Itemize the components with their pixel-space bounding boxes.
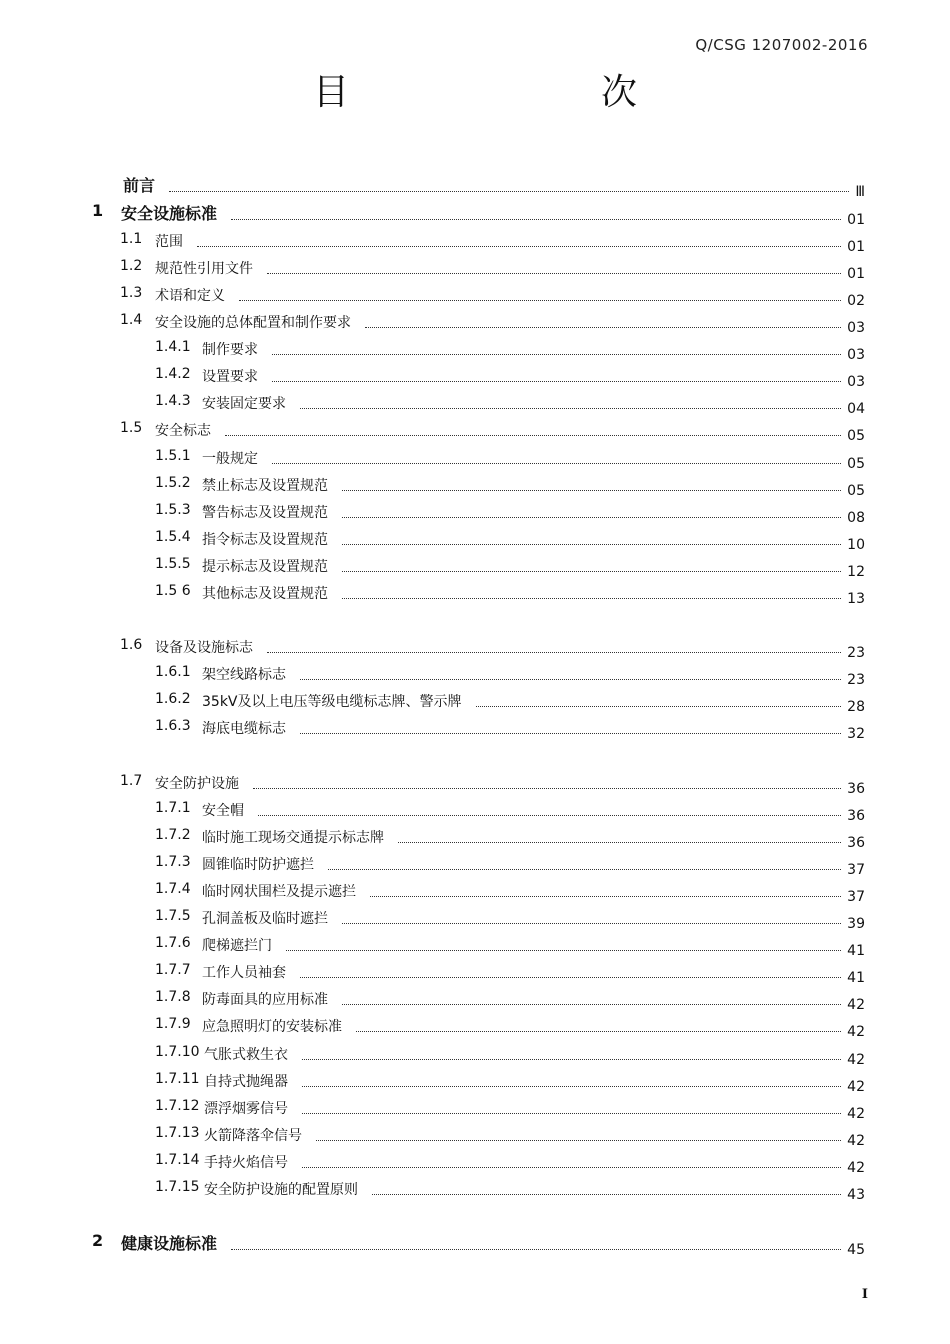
toc-entry-label xyxy=(155,1071,288,1091)
toc-entry[interactable] xyxy=(0,420,950,444)
toc-leader-dots xyxy=(316,1140,841,1141)
toc-entry-title: 火箭降落伞信号 xyxy=(204,1128,302,1144)
toc-entry-number: 1.7.2 xyxy=(155,827,191,843)
toc-entry-number: 1.7.15 xyxy=(155,1179,200,1195)
toc-entry-label xyxy=(155,800,244,820)
toc-entry-number: 1.7.14 xyxy=(155,1152,200,1168)
toc-entry-page: 04 xyxy=(847,401,865,417)
toc-entry-title: 范围 xyxy=(155,234,183,250)
toc-leader-dots xyxy=(302,1086,841,1087)
toc-entry-label xyxy=(155,718,286,738)
toc-leader-dots xyxy=(225,435,841,436)
toc-leader-dots xyxy=(342,923,841,924)
toc-entry-number: 1.4.2 xyxy=(155,366,191,382)
toc-entry-label xyxy=(155,339,258,359)
toc-entry-title: 爬梯遮拦门 xyxy=(202,938,272,954)
toc-entry-page: 05 xyxy=(847,483,865,499)
toc-entry-label xyxy=(155,502,328,522)
toc-entry-label xyxy=(155,664,286,684)
toc-entry-number: 1.6.3 xyxy=(155,718,191,734)
toc-entry-title: 临时施工现场交通提示标志牌 xyxy=(202,830,384,846)
toc-leader-dots xyxy=(370,896,841,897)
toc-leader-dots xyxy=(267,652,841,653)
toc-entry[interactable] xyxy=(0,773,950,797)
toc-entry-page: 01 xyxy=(847,212,865,228)
toc-entry-label xyxy=(155,908,328,928)
toc-entry-number: 1.5.3 xyxy=(155,502,191,518)
toc-entry-number: 1.7.8 xyxy=(155,989,191,1005)
toc-entry-label xyxy=(155,854,314,874)
toc-leader-dots xyxy=(231,1249,841,1250)
toc-entry-label xyxy=(155,935,272,955)
toc-entry-page: 13 xyxy=(847,591,865,607)
toc-entry-number: 1 xyxy=(92,201,104,220)
toc-entry-label xyxy=(155,393,286,413)
toc-entry-label xyxy=(155,1044,288,1064)
toc-entry-title: 其他标志及设置规范 xyxy=(202,586,328,602)
toc-leader-dots xyxy=(253,788,841,789)
toc-entry-title: 安全防护设施 xyxy=(155,776,239,792)
toc-entry-page: 32 xyxy=(847,726,865,742)
toc-entry-number: 2 xyxy=(92,1231,104,1250)
toc-entry[interactable] xyxy=(0,664,950,688)
toc-entry-number: 1.5.1 xyxy=(155,448,191,464)
toc-entry[interactable] xyxy=(0,1125,950,1149)
toc-leader-dots xyxy=(342,598,841,599)
toc-entry-page: 42 xyxy=(847,997,865,1013)
toc-entry-page: 05 xyxy=(847,428,865,444)
toc-leader-dots xyxy=(328,869,841,870)
toc-entry-label xyxy=(155,1179,358,1199)
standard-code: Q/CSG 1207002-2016 xyxy=(695,36,868,54)
toc-entry-page: 36 xyxy=(847,781,865,797)
toc-entry[interactable] xyxy=(0,339,950,363)
toc-entry[interactable] xyxy=(0,989,950,1013)
toc-entry[interactable] xyxy=(0,1231,950,1258)
toc-entry[interactable] xyxy=(0,312,950,336)
toc-entry-label xyxy=(155,529,328,549)
toc-entry[interactable] xyxy=(0,718,950,742)
toc-entry-page: 36 xyxy=(847,835,865,851)
toc-entry-label xyxy=(155,448,258,468)
toc-leader-dots xyxy=(342,517,841,518)
toc-leader-dots xyxy=(300,408,841,409)
toc-leader-dots xyxy=(239,300,841,301)
toc-entry-page: Ⅲ xyxy=(855,184,865,200)
toc-leader-dots xyxy=(342,544,841,545)
toc-entry-number: 1.7.12 xyxy=(155,1098,200,1114)
toc-entry[interactable] xyxy=(0,1016,950,1040)
toc-entry-label xyxy=(123,173,155,196)
toc-entry-label xyxy=(155,989,328,1009)
toc-entry-title: 应急照明灯的安装标准 xyxy=(202,1019,342,1035)
toc-entry-number: 1.5.5 xyxy=(155,556,191,572)
toc-leader-dots xyxy=(302,1113,841,1114)
toc-entry-title: 工作人员袖套 xyxy=(202,965,286,981)
toc-entry-number: 1.4.1 xyxy=(155,339,191,355)
toc-entry-number: 1.3 xyxy=(120,285,143,301)
toc-entry-label xyxy=(120,420,211,440)
toc-entry-number: 1.4 xyxy=(120,312,143,328)
toc-entry[interactable] xyxy=(0,393,950,417)
toc-entry-label xyxy=(155,366,258,386)
toc-entry[interactable] xyxy=(0,176,950,200)
toc-entry-title: 海底电缆标志 xyxy=(202,721,286,737)
toc-entry-label xyxy=(155,962,286,982)
toc-leader-dots xyxy=(169,191,849,192)
toc-entry-title: 安全帽 xyxy=(202,803,244,819)
toc-entry-number: 1.7.10 xyxy=(155,1044,200,1060)
toc-leader-dots xyxy=(272,381,841,382)
toc-entry-number: 1.7.9 xyxy=(155,1016,191,1032)
toc-leader-dots xyxy=(302,1167,841,1168)
toc-entry-title: 气胀式救生衣 xyxy=(204,1047,288,1063)
toc-entry-page: 42 xyxy=(847,1160,865,1176)
toc-entry-number: 1.6.1 xyxy=(155,664,191,680)
toc-entry-label xyxy=(155,1152,288,1172)
toc-leader-dots xyxy=(356,1031,841,1032)
toc-entry-page: 01 xyxy=(847,239,865,255)
toc-entry-page: 42 xyxy=(847,1079,865,1095)
toc-entry-title: 架空线路标志 xyxy=(202,667,286,683)
toc-entry[interactable] xyxy=(0,691,950,715)
toc-leader-dots xyxy=(372,1194,841,1195)
toc-entry-title: 提示标志及设置规范 xyxy=(202,559,328,575)
toc-entry-title: 安全设施标准 xyxy=(121,204,218,223)
toc-entry-title: 术语和定义 xyxy=(155,288,225,304)
toc-entry[interactable] xyxy=(0,881,950,905)
toc-entry[interactable] xyxy=(0,854,950,878)
toc-entry-number: 1.2 xyxy=(120,258,143,274)
toc-entry-number: 1.7.7 xyxy=(155,962,191,978)
toc-entry-title: 防毒面具的应用标准 xyxy=(202,992,328,1008)
toc-entry[interactable] xyxy=(0,1098,950,1122)
toc-entry-page: 42 xyxy=(847,1024,865,1040)
toc-entry[interactable] xyxy=(0,908,950,932)
toc-entry-number: 1.6 xyxy=(120,637,143,653)
toc-entry[interactable] xyxy=(0,800,950,824)
toc-entry[interactable] xyxy=(0,529,950,553)
toc-entry-title: 圆锥临时防护遮拦 xyxy=(202,857,314,873)
toc-entry-page: 12 xyxy=(847,564,865,580)
toc-entry-page: 37 xyxy=(847,862,865,878)
toc-entry-label xyxy=(155,691,462,711)
toc-entry[interactable] xyxy=(0,962,950,986)
toc-entry[interactable] xyxy=(0,1071,950,1095)
toc-entry-title: 指令标志及设置规范 xyxy=(202,532,328,548)
toc-leader-dots xyxy=(302,1059,841,1060)
toc-leader-dots xyxy=(398,842,841,843)
toc-entry-title: 一般规定 xyxy=(202,451,258,467)
toc-leader-dots xyxy=(231,219,841,220)
toc-entry-number: 1.7.3 xyxy=(155,854,191,870)
toc-entry-label xyxy=(120,258,253,278)
toc-leader-dots xyxy=(258,815,841,816)
toc-entry-title: 孔洞盖板及临时遮拦 xyxy=(202,911,328,927)
toc-entry-label xyxy=(92,1231,217,1254)
toc-entry-label xyxy=(120,285,225,305)
toc-entry-page: 28 xyxy=(847,699,865,715)
toc-entry-page: 41 xyxy=(847,943,865,959)
toc-entry-page: 03 xyxy=(847,320,865,336)
page-number: I xyxy=(861,1287,868,1302)
toc-entry-page: 39 xyxy=(847,916,865,932)
toc-entry-title: 临时网状围栏及提示遮拦 xyxy=(202,884,356,900)
toc-entry[interactable] xyxy=(0,583,950,607)
toc-entry-title: 禁止标志及设置规范 xyxy=(202,478,328,494)
toc-entry[interactable] xyxy=(0,258,950,282)
toc-entry-number: 1.5 6 xyxy=(155,583,191,599)
toc-entry-label xyxy=(120,312,351,332)
toc-entry[interactable] xyxy=(0,448,950,472)
toc-entry-number: 1.7.1 xyxy=(155,800,191,816)
toc-leader-dots xyxy=(272,463,841,464)
toc-entry-title: 制作要求 xyxy=(202,342,258,358)
toc-entry-title: 安全标志 xyxy=(155,423,211,439)
toc-entry-label xyxy=(155,1016,342,1036)
toc-entry-page: 08 xyxy=(847,510,865,526)
toc-entry-page: 23 xyxy=(847,672,865,688)
toc-entry[interactable] xyxy=(0,1179,950,1203)
toc-entry-page: 37 xyxy=(847,889,865,905)
toc-entry-title: 自持式抛绳器 xyxy=(204,1074,288,1090)
toc-entry-page: 42 xyxy=(847,1133,865,1149)
toc-leader-dots xyxy=(342,1004,841,1005)
toc-entry[interactable] xyxy=(0,502,950,526)
toc-entry[interactable] xyxy=(0,935,950,959)
toc-entry-label xyxy=(155,583,328,603)
toc-entry-page: 10 xyxy=(847,537,865,553)
toc-entry-page: 41 xyxy=(847,970,865,986)
toc-leader-dots xyxy=(342,490,841,491)
toc-entry[interactable] xyxy=(0,1044,950,1068)
toc-entry[interactable] xyxy=(0,827,950,851)
toc-entry-label xyxy=(155,556,328,576)
toc-entry-label xyxy=(92,201,217,224)
toc-entry-title: 手持火焰信号 xyxy=(204,1155,288,1171)
toc-entry-number: 1.7.5 xyxy=(155,908,191,924)
toc-entry-title: 前言 xyxy=(123,176,156,195)
page-title: 目 次 xyxy=(312,72,697,113)
toc-entry-label xyxy=(155,475,328,495)
toc-entry-title: 安装固定要求 xyxy=(202,396,286,412)
toc-entry-page: 03 xyxy=(847,347,865,363)
toc-entry-title: 警告标志及设置规范 xyxy=(202,505,328,521)
toc-entry-page: 23 xyxy=(847,645,865,661)
toc-entry-page: 05 xyxy=(847,456,865,472)
toc-leader-dots xyxy=(197,246,841,247)
toc-entry-label xyxy=(155,881,356,901)
toc-entry[interactable] xyxy=(0,201,950,228)
toc-entry-title: 漂浮烟雾信号 xyxy=(204,1101,288,1117)
toc-entry-page: 03 xyxy=(847,374,865,390)
toc-entry-number: 1.1 xyxy=(120,231,143,247)
toc-leader-dots xyxy=(272,354,841,355)
toc-entry-number: 1.7.4 xyxy=(155,881,191,897)
toc-entry-number: 1.4.3 xyxy=(155,393,191,409)
toc-entry-title: 安全防护设施的配置原则 xyxy=(204,1182,358,1198)
toc-entry-number: 1.5.2 xyxy=(155,475,191,491)
toc-entry-title: 设备及设施标志 xyxy=(155,640,253,656)
toc-leader-dots xyxy=(476,706,842,707)
toc-entry-title: 安全设施的总体配置和制作要求 xyxy=(155,315,351,331)
toc-entry-title: 35kV及以上电压等级电缆标志牌、警示牌 xyxy=(202,694,462,710)
toc-entry[interactable] xyxy=(0,556,950,580)
toc-entry-number: 1.7 xyxy=(120,773,143,789)
toc-leader-dots xyxy=(286,950,841,951)
toc-entry-label xyxy=(120,773,239,793)
toc-entry-page: 45 xyxy=(847,1242,865,1258)
toc-entry-page: 43 xyxy=(847,1187,865,1203)
toc-entry-page: 42 xyxy=(847,1052,865,1068)
toc-entry-number: 1.6.2 xyxy=(155,691,191,707)
toc-entry[interactable] xyxy=(0,1152,950,1176)
toc-entry-title: 规范性引用文件 xyxy=(155,261,253,277)
toc-leader-dots xyxy=(342,571,841,572)
toc-entry[interactable] xyxy=(0,285,950,309)
toc-leader-dots xyxy=(267,273,841,274)
toc-entry[interactable] xyxy=(0,475,950,499)
toc-entry-label xyxy=(155,827,384,847)
toc-entry[interactable] xyxy=(0,637,950,661)
toc-leader-dots xyxy=(300,733,841,734)
toc-entry-number: 1.5 xyxy=(120,420,143,436)
toc-entry[interactable] xyxy=(0,366,950,390)
toc-entry-label xyxy=(155,1098,288,1118)
toc-entry-label xyxy=(155,1125,302,1145)
toc-leader-dots xyxy=(300,977,841,978)
toc-entry-number: 1.7.11 xyxy=(155,1071,200,1087)
toc-entry-page: 36 xyxy=(847,808,865,824)
toc-leader-dots xyxy=(300,679,841,680)
toc-entry-number: 1.5.4 xyxy=(155,529,191,545)
toc-entry-title: 健康设施标准 xyxy=(121,1234,218,1253)
toc-leader-dots xyxy=(365,327,841,328)
toc-entry[interactable] xyxy=(0,231,950,255)
toc-entry-label xyxy=(120,231,183,251)
toc-entry-page: 42 xyxy=(847,1106,865,1122)
toc-entry-title: 设置要求 xyxy=(202,369,258,385)
toc-entry-label xyxy=(120,637,253,657)
toc-entry-number: 1.7.13 xyxy=(155,1125,200,1141)
toc-entry-page: 02 xyxy=(847,293,865,309)
toc-entry-number: 1.7.6 xyxy=(155,935,191,951)
toc-entry-page: 01 xyxy=(847,266,865,282)
